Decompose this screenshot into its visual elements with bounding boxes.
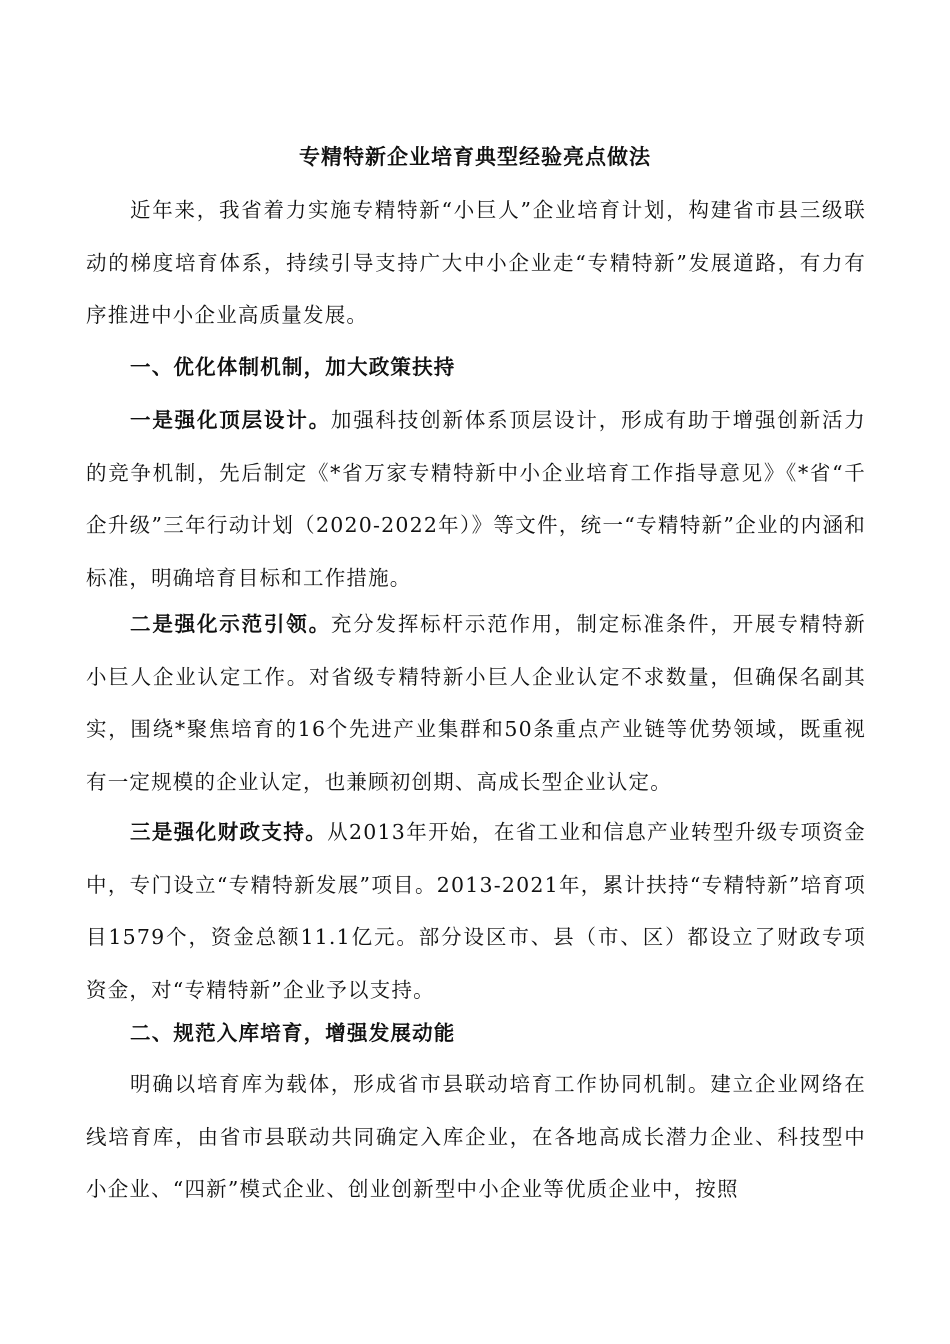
document-title: 专精特新企业培育典型经验亮点做法 [299,144,651,169]
item-2-lead: 二是强化示范引领。 [130,612,331,636]
item-1-text: 加强科技创新体系顶层设计，形成有助于增强创新活力的竞争机制，先后制定《*省万家专精特新中小企业培育工作指导意见》《*省“千企升级”三年行动计划（2020-2022年）》等文件，统一“专精特新”企业的内涵和标准，明确培育目标和工作措施。 [86,408,866,590]
item-3-lead: 三是强化财政支持。 [130,820,328,844]
intro-paragraph: 近年来，我省着力实施专精特新“小巨人”企业培育计划，构建省市县三级联动的梯度培育体系，持续引导支持广大中小企业走“专精特新”发展道路，有力有序推进中小企业高质量发展。 [86,198,866,327]
section-1-heading: 一、优化体制机制，加大政策扶持 [130,355,456,379]
section-2-paragraph: 明确以培育库为载体，形成省市县联动培育工作协同机制。建立企业网络在线培育库，由省市县联动共同确定入库企业，在各地高成长潜力企业、科技型中小企业、“四新”模式企业、创业创新型中小企业等优质企业中，按照 [86,1072,866,1201]
item-3-text: 从2013年开始，在省工业和信息产业转型升级专项资金中，专门设立“专精特新发展”项目。2013-2021年，累计扶持“专精特新”培育项目1579个，资金总额11.1亿元。部分设区市、县（市、区）都设立了财政专项资金，对“专精特新”企业予以支持。 [86,820,866,1002]
item-1-lead: 一是强化顶层设计。 [130,408,331,432]
section-1-item-1 [86,394,866,604]
section-2-heading: 二、规范入库培育，增强发展动能 [130,1021,456,1045]
item-2-text: 充分发挥标杆示范作用，制定标准条件，开展专精特新小巨人企业认定工作。对省级专精特新小巨人企业认定不求数量，但确保名副其实，围绕*聚焦培育的16个先进产业集群和50条重点产业链等优势领域，既重视有一定规模的企业认定，也兼顾初创期、高成长型企业认定。 [86,612,866,794]
section-1-item-3 [86,806,866,1016]
section-1-item-2 [86,598,866,808]
